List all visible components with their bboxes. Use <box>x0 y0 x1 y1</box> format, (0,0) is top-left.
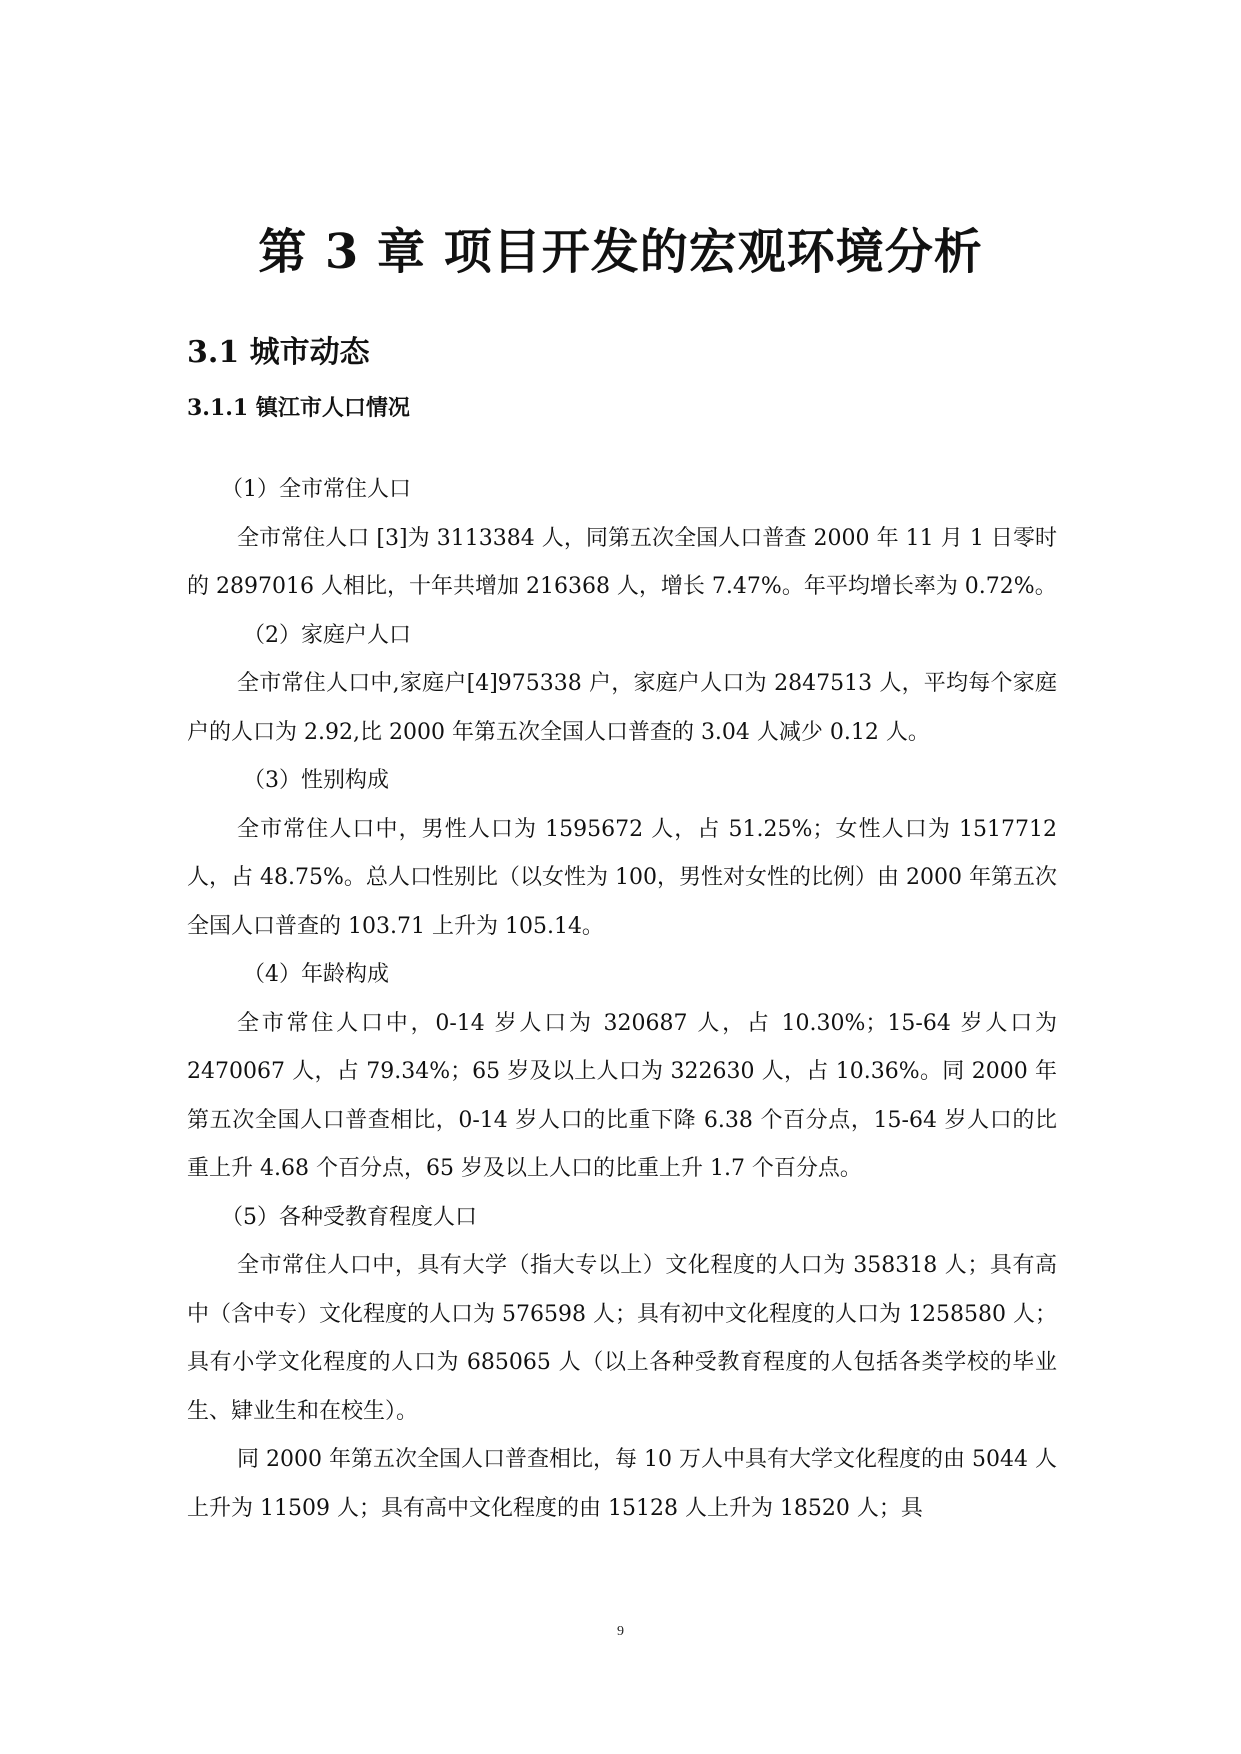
section-heading: 3.1 城市动态 <box>187 335 370 370</box>
paragraph-age-composition: 全市常住人口中，0-14 岁人口为 320687 人，占 10.30%；15-64 岁人口为 2470067 人，占 79.34%；65 岁及以上人口为 322630 人，占 10.36%。同 2000 年第五次全国人口普查相比，0-14 岁人口的比重下降 6.38 个百分点，15-64 岁人口的比重上升 4.68 个百分点，65 岁及以上人口的比重上升 1.7 个百分点。 <box>187 1010 1057 1181</box>
subsection-heading: 3.1.1 镇江市人口情况 <box>187 395 410 421</box>
page-number: 9 <box>617 1624 624 1639</box>
paragraph-education-comparison: 同 2000 年第五次全国人口普查相比，每 10 万人中具有大学文化程度的由 5044 人上升为 11509 人；具有高中文化程度的由 15128 人上升为 18520 人；具 <box>187 1447 1057 1521</box>
item-heading-age-composition: （4）年龄构成 <box>243 962 389 987</box>
paragraph-resident-population: 全市常住人口 [3]为 3113384 人，同第五次全国人口普查 2000 年 11 月 1 日零时的 2897016 人相比，十年共增加 216368 人，增长 7.47%。年平均增长率为 0.72%。 <box>187 525 1057 599</box>
body-text <box>187 466 1057 1533</box>
chapter-title: 第 3 章 项目开发的宏观环境分析 <box>258 224 983 280</box>
item-heading-education-levels: （5）各种受教育程度人口 <box>221 1204 477 1230</box>
item-heading-household-population: （2）家庭户人口 <box>243 622 411 648</box>
item-heading-resident-population: （1）全市常住人口 <box>221 477 411 502</box>
paragraph-education-levels: 全市常住人口中，具有大学（指大专以上）文化程度的人口为 358318 人；具有高中（含中专）文化程度的人口为 576598 人；具有初中文化程度的人口为 1258580 人；具有小学文化程度的人口为 685065 人（以上各种受教育程度的人包括各类学校的毕业生、肄业生和在校生）。 <box>187 1253 1057 1424</box>
item-heading-gender-composition: （3）性别构成 <box>243 768 389 793</box>
paragraph-household-population: 全市常住人口中,家庭户[4]975338 户，家庭户人口为 2847513 人，平均每个家庭户的人口为 2.92,比 2000 年第五次全国人口普查的 3.04 人减少 0.12 人。 <box>187 671 1057 745</box>
paragraph-gender-composition: 全市常住人口中，男性人口为 1595672 人，占 51.25%；女性人口为 1517712 人，占 48.75%。总人口性别比（以女性为 100，男性对女性的比例）由 2000 年第五次全国人口普查的 103.71 上升为 105.14。 <box>187 816 1057 939</box>
